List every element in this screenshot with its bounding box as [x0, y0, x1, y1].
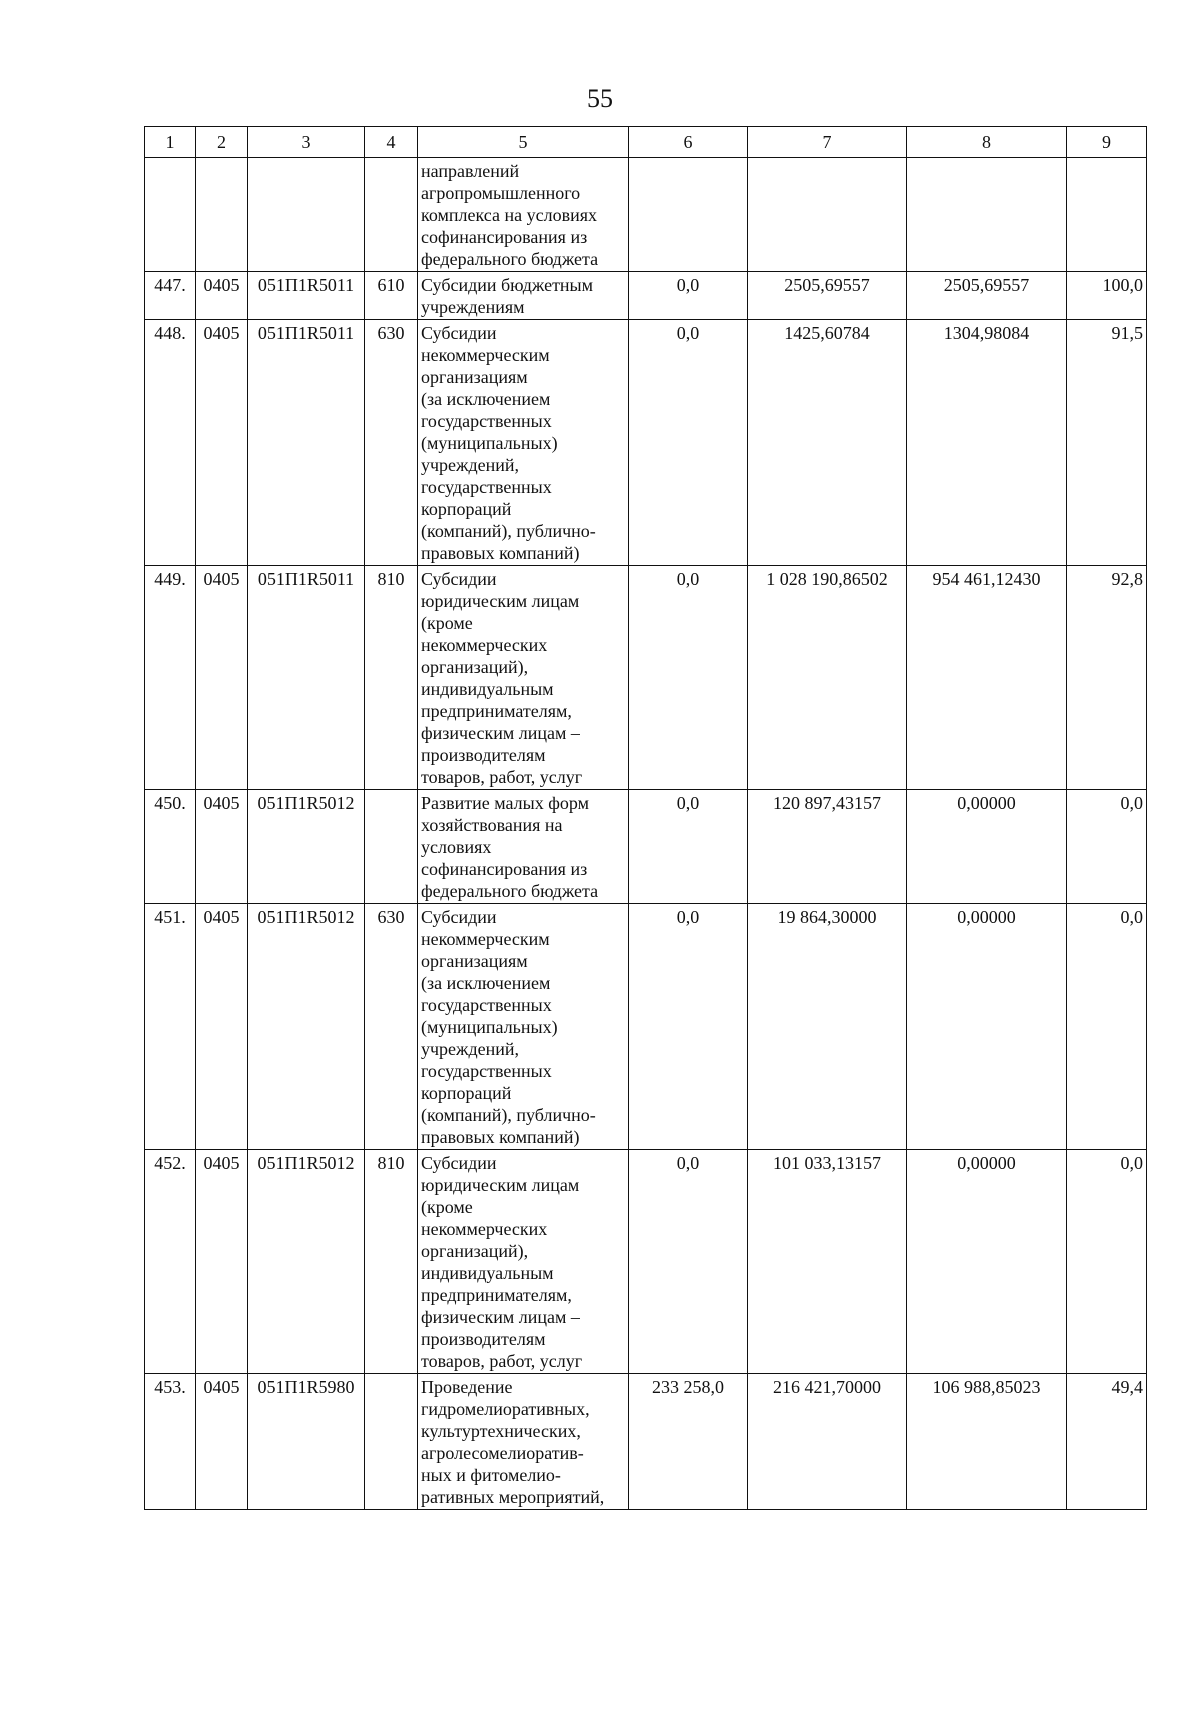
description-line: физическим лицам –	[421, 723, 580, 743]
cell-col9: 49,4	[1067, 1374, 1147, 1510]
cell-section: 0405	[196, 1150, 248, 1374]
table-row	[145, 320, 1147, 566]
cell-col9: 91,5	[1067, 320, 1147, 566]
cell-target-article: 051П1R5012	[248, 904, 365, 1150]
description-line: (за исключением	[421, 389, 551, 409]
cell-target-article: 051П1R5011	[248, 272, 365, 320]
description-line: комплекса на условиях	[421, 205, 597, 225]
description-line: учреждений,	[421, 455, 520, 475]
page-number: 55	[587, 84, 613, 113]
cell-target-article: 051П1R5011	[248, 320, 365, 566]
description-line: правовых компаний)	[421, 1127, 580, 1147]
description-line: индивидуальным	[421, 1263, 554, 1283]
description-line: (за исключением	[421, 973, 551, 993]
cell-col6: 0,0	[629, 566, 748, 790]
cell-col6: 0,0	[629, 320, 748, 566]
cell-col8: 0,00000	[907, 904, 1067, 1150]
cell-description	[418, 1374, 629, 1510]
cell-col7: 101 033,13157	[748, 1150, 907, 1374]
cell-num: 448.	[145, 320, 196, 566]
cell-num	[145, 158, 196, 272]
description-line: софинансирования из	[421, 859, 588, 879]
description-line: организаций),	[421, 1241, 529, 1261]
cell-col6: 233 258,0	[629, 1374, 748, 1510]
header-cell-5: 5	[418, 127, 629, 158]
cell-description	[418, 272, 629, 320]
description-line: предпринимателям,	[421, 701, 572, 721]
description-line: федерального бюджета	[421, 249, 599, 269]
cell-section: 0405	[196, 272, 248, 320]
description-line: организаций),	[421, 657, 529, 677]
description-line: хозяйствования на	[421, 815, 563, 835]
cell-section: 0405	[196, 904, 248, 1150]
header-cell-9: 9	[1067, 127, 1147, 158]
description-line: Субсидии	[421, 323, 497, 343]
cell-col6: 0,0	[629, 1150, 748, 1374]
cell-num: 453.	[145, 1374, 196, 1510]
description-line: товаров, работ, услуг	[421, 1351, 583, 1371]
description-line: индивидуальным	[421, 679, 554, 699]
cell-col6: 0,0	[629, 904, 748, 1150]
description-line: (муниципальных)	[421, 433, 558, 453]
cell-target-article: 051П1R5980	[248, 1374, 365, 1510]
cell-col8: 2505,69557	[907, 272, 1067, 320]
description-line: агропромышленного	[421, 183, 581, 203]
cell-col8: 0,00000	[907, 790, 1067, 904]
header-cell-4: 4	[365, 127, 418, 158]
cell-expense-type	[365, 1374, 418, 1510]
cell-col7: 1 028 190,86502	[748, 566, 907, 790]
cell-col8: 0,00000	[907, 1150, 1067, 1374]
description-line: (компаний), публично-	[421, 1105, 596, 1125]
cell-expense-type: 810	[365, 1150, 418, 1374]
cell-expense-type	[365, 790, 418, 904]
cell-col8: 954 461,12430	[907, 566, 1067, 790]
description-line: (кроме	[421, 613, 473, 633]
description-line: (компаний), публично-	[421, 521, 596, 541]
header-cell-2: 2	[196, 127, 248, 158]
header-cell-7: 7	[748, 127, 907, 158]
cell-col9: 0,0	[1067, 1150, 1147, 1374]
description-line: некоммерческих	[421, 1219, 548, 1239]
cell-expense-type: 610	[365, 272, 418, 320]
cell-description	[418, 790, 629, 904]
description-line: государственных	[421, 995, 552, 1015]
description-line: некоммерческим	[421, 929, 550, 949]
table-row	[145, 566, 1147, 790]
description-line: организациям	[421, 367, 528, 387]
budget-table	[144, 126, 1147, 1510]
cell-col9: 0,0	[1067, 904, 1147, 1150]
cell-description	[418, 1150, 629, 1374]
description-line: государственных	[421, 1061, 552, 1081]
cell-col7: 216 421,70000	[748, 1374, 907, 1510]
cell-col8: 1304,98084	[907, 320, 1067, 566]
description-line: корпораций	[421, 1083, 512, 1103]
table-row	[145, 1374, 1147, 1510]
description-line: производителям	[421, 1329, 546, 1349]
cell-description	[418, 158, 629, 272]
cell-description	[418, 904, 629, 1150]
cell-expense-type: 630	[365, 320, 418, 566]
header-cell-3: 3	[248, 127, 365, 158]
cell-section	[196, 158, 248, 272]
description-line: агролесомелиоратив-	[421, 1443, 584, 1463]
description-line: юридическим лицам	[421, 591, 580, 611]
description-line: (кроме	[421, 1197, 473, 1217]
description-line: софинансирования из	[421, 227, 588, 247]
cell-num: 450.	[145, 790, 196, 904]
cell-col8	[907, 158, 1067, 272]
cell-col9: 0,0	[1067, 790, 1147, 904]
description-line: ных и фитомелио-	[421, 1465, 561, 1485]
cell-num: 451.	[145, 904, 196, 1150]
description-line: гидромелиоративных,	[421, 1399, 590, 1419]
cell-col6	[629, 158, 748, 272]
cell-target-article: 051П1R5012	[248, 790, 365, 904]
cell-col7: 1425,60784	[748, 320, 907, 566]
cell-target-article: 051П1R5012	[248, 1150, 365, 1374]
cell-expense-type	[365, 158, 418, 272]
description-line: условиях	[421, 837, 492, 857]
cell-num: 449.	[145, 566, 196, 790]
description-line: юридическим лицам	[421, 1175, 580, 1195]
continuation-row	[145, 158, 1147, 272]
cell-target-article: 051П1R5011	[248, 566, 365, 790]
cell-col7: 2505,69557	[748, 272, 907, 320]
description-line: правовых компаний)	[421, 543, 580, 563]
cell-col7: 19 864,30000	[748, 904, 907, 1150]
cell-col9	[1067, 158, 1147, 272]
description-line: (муниципальных)	[421, 1017, 558, 1037]
cell-expense-type: 810	[365, 566, 418, 790]
description-line: предпринимателям,	[421, 1285, 572, 1305]
description-line: направлений	[421, 161, 520, 181]
header-cell-1: 1	[145, 127, 196, 158]
cell-num: 447.	[145, 272, 196, 320]
cell-expense-type: 630	[365, 904, 418, 1150]
cell-col8: 106 988,85023	[907, 1374, 1067, 1510]
table-row	[145, 790, 1147, 904]
header-cell-6: 6	[629, 127, 748, 158]
description-line: Субсидии бюджетным	[421, 275, 594, 295]
description-line: Субсидии	[421, 907, 497, 927]
description-line: Субсидии	[421, 569, 497, 589]
header-row	[145, 127, 1147, 158]
header-cell-8: 8	[907, 127, 1067, 158]
description-line: Субсидии	[421, 1153, 497, 1173]
cell-col9: 100,0	[1067, 272, 1147, 320]
cell-section: 0405	[196, 320, 248, 566]
description-line: организациям	[421, 951, 528, 971]
description-line: федерального бюджета	[421, 881, 599, 901]
cell-col6: 0,0	[629, 272, 748, 320]
cell-description	[418, 320, 629, 566]
description-line: некоммерческим	[421, 345, 550, 365]
cell-target-article	[248, 158, 365, 272]
table-row	[145, 1150, 1147, 1374]
cell-col7: 120 897,43157	[748, 790, 907, 904]
description-line: ративных мероприятий,	[421, 1487, 605, 1507]
description-line: государственных	[421, 477, 552, 497]
description-line: Развитие малых форм	[421, 793, 590, 813]
cell-col7	[748, 158, 907, 272]
description-line: учреждениям	[421, 297, 525, 317]
description-line: культуртехнических,	[421, 1421, 581, 1441]
cell-section: 0405	[196, 790, 248, 904]
cell-description	[418, 566, 629, 790]
description-line: Проведение	[421, 1377, 513, 1397]
description-line: некоммерческих	[421, 635, 548, 655]
description-line: учреждений,	[421, 1039, 520, 1059]
description-line: физическим лицам –	[421, 1307, 580, 1327]
table-row	[145, 904, 1147, 1150]
cell-col9: 92,8	[1067, 566, 1147, 790]
cell-section: 0405	[196, 1374, 248, 1510]
cell-num: 452.	[145, 1150, 196, 1374]
cell-section: 0405	[196, 566, 248, 790]
description-line: товаров, работ, услуг	[421, 767, 583, 787]
description-line: корпораций	[421, 499, 512, 519]
description-line: государственных	[421, 411, 552, 431]
description-line: производителям	[421, 745, 546, 765]
table-row	[145, 272, 1147, 320]
cell-col6: 0,0	[629, 790, 748, 904]
